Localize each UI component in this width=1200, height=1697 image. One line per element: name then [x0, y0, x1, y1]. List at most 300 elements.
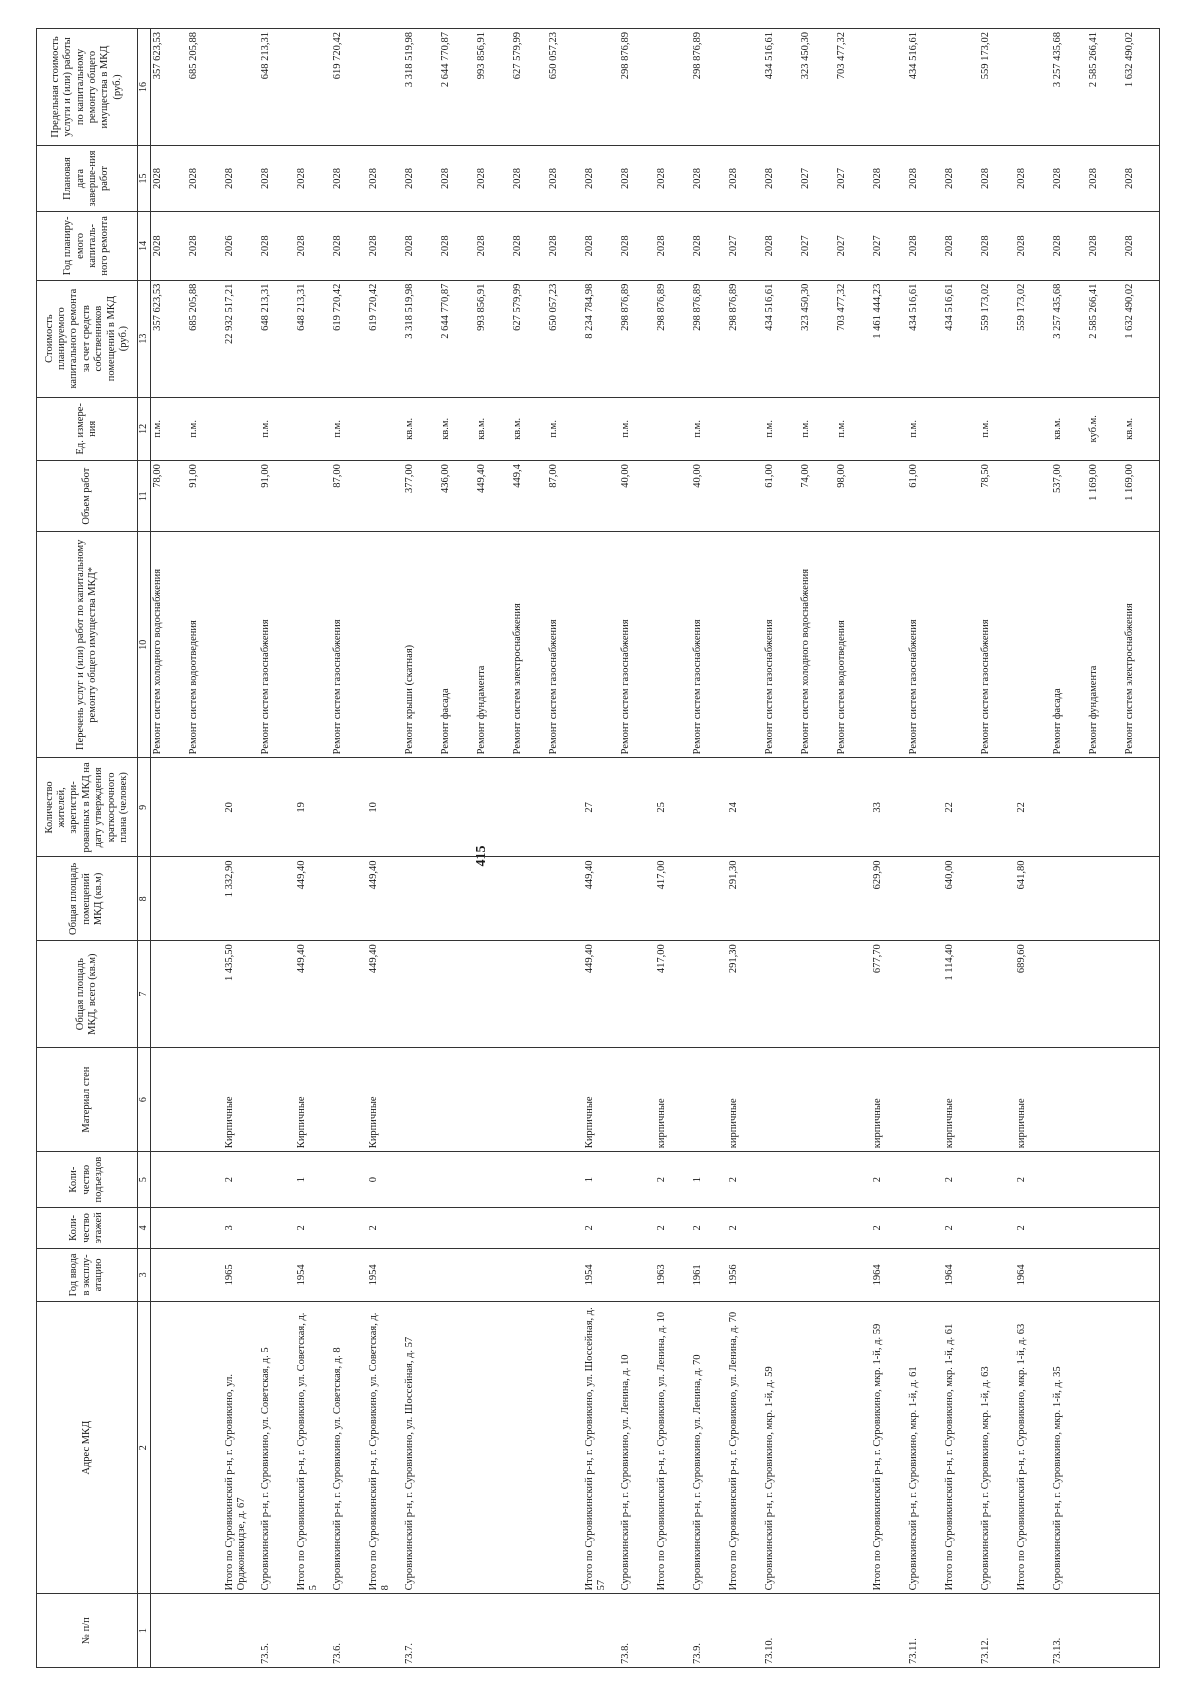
wall-material-cell	[835, 1048, 871, 1152]
year-built-cell	[547, 1248, 583, 1301]
work-volume-cell: 74,00	[799, 461, 835, 532]
row-number-cell: 73.6.	[331, 1594, 367, 1668]
floors-cell: 2	[1015, 1208, 1051, 1249]
planned-cost-cell: 2 585 266,41	[1087, 280, 1123, 397]
residents-cell	[799, 758, 835, 857]
address-cell: Суровикинский р-н, г. Суровикино, ул. Советская, д. 8	[331, 1302, 367, 1594]
completion-date-cell: 2028	[979, 146, 1015, 212]
work-volume-cell: 436,00	[439, 461, 475, 532]
unit-cell	[943, 397, 979, 461]
completion-date-cell: 2028	[151, 146, 188, 212]
planned-cost-cell: 298 876,89	[655, 280, 691, 397]
residents-cell: 25	[655, 758, 691, 857]
address-cell: Суровикинский р-н, г. Суровикино, мкр. 1-й, д. 59	[763, 1302, 799, 1594]
column-header: Стоимость планируемого капитального ремонта за счет средств собственников помещений в МКД (руб.)	[37, 280, 138, 397]
address-cell: Итого по Суровикинский р-н, г. Суровикино, ул. Орджоникидзе, д. 67	[223, 1302, 259, 1594]
premises-area-cell: 417,00	[655, 857, 691, 941]
planned-cost-cell: 434 516,61	[763, 280, 799, 397]
table-row	[1051, 29, 1087, 1668]
entrances-cell	[835, 1152, 871, 1208]
repair-year-cell: 2028	[655, 212, 691, 281]
repair-year-cell: 2028	[295, 212, 331, 281]
residents-cell: 10	[367, 758, 403, 857]
planned-cost-cell: 8 234 784,98	[583, 280, 619, 397]
row-number-cell	[475, 1594, 511, 1668]
residents-cell: 22	[1015, 758, 1051, 857]
completion-date-cell: 2028	[691, 146, 727, 212]
planned-cost-cell: 357 623,53	[151, 280, 188, 397]
entrances-cell	[1051, 1152, 1087, 1208]
floors-cell	[1051, 1208, 1087, 1249]
unit-cell	[367, 397, 403, 461]
total-area-cell: 449,40	[367, 941, 403, 1048]
row-number-cell	[1015, 1594, 1051, 1668]
residents-cell	[691, 758, 727, 857]
completion-date-cell: 2027	[835, 146, 871, 212]
unit-cell: п.м.	[979, 397, 1015, 461]
row-number-cell	[871, 1594, 907, 1668]
planned-cost-cell: 627 579,99	[511, 280, 547, 397]
column-number: 7	[138, 941, 151, 1048]
column-header: Год планиру-емого капиталь-ного ремонта	[37, 212, 138, 281]
entrances-cell	[511, 1152, 547, 1208]
address-cell	[475, 1302, 511, 1594]
entrances-cell	[475, 1152, 511, 1208]
repair-year-cell: 2028	[151, 212, 188, 281]
repair-year-cell: 2028	[583, 212, 619, 281]
premises-area-cell	[511, 857, 547, 941]
unit-cell: п.м.	[763, 397, 799, 461]
completion-date-cell: 2028	[1051, 146, 1087, 212]
residents-cell	[511, 758, 547, 857]
max-cost-cell: 434 516,61	[907, 29, 943, 146]
work-type-cell: Ремонт фундамента	[1087, 532, 1123, 758]
unit-cell: п.м.	[331, 397, 367, 461]
column-number: 8	[138, 857, 151, 941]
address-cell	[1087, 1302, 1123, 1594]
floors-cell	[799, 1208, 835, 1249]
row-number-cell: 73.5.	[259, 1594, 295, 1668]
year-built-cell	[835, 1248, 871, 1301]
residents-cell: 27	[583, 758, 619, 857]
repair-year-cell: 2026	[223, 212, 259, 281]
year-built-cell	[1051, 1248, 1087, 1301]
completion-date-cell: 2028	[763, 146, 799, 212]
column-number: 6	[138, 1048, 151, 1152]
work-volume-cell	[943, 461, 979, 532]
column-number: 2	[138, 1302, 151, 1594]
row-number-cell: 73.13.	[1051, 1594, 1087, 1668]
entrances-cell: 2	[1015, 1152, 1051, 1208]
wall-material-cell: Кирпичные	[583, 1048, 619, 1152]
planned-cost-cell: 559 173,02	[1015, 280, 1051, 397]
repair-year-cell: 2028	[439, 212, 475, 281]
work-type-cell: Ремонт систем газоснабжения	[547, 532, 583, 758]
premises-area-cell: 291,30	[727, 857, 763, 941]
address-cell: Суровикинский р-н, г. Суровикино, ул. Ленина, д. 10	[619, 1302, 655, 1594]
column-header: Объем работ	[37, 461, 138, 532]
page-number: 415	[474, 845, 489, 867]
work-type-cell	[871, 532, 907, 758]
max-cost-cell	[655, 29, 691, 146]
work-volume-cell: 537,00	[1051, 461, 1087, 532]
table-row	[187, 29, 223, 1668]
premises-area-cell	[475, 857, 511, 941]
row-number-cell	[223, 1594, 259, 1668]
work-volume-cell: 40,00	[691, 461, 727, 532]
completion-date-cell: 2028	[655, 146, 691, 212]
residents-cell	[907, 758, 943, 857]
premises-area-cell	[979, 857, 1015, 941]
wall-material-cell: кирпичные	[655, 1048, 691, 1152]
floors-cell: 3	[223, 1208, 259, 1249]
completion-date-cell: 2028	[583, 146, 619, 212]
total-area-cell: 417,00	[655, 941, 691, 1048]
unit-cell: кв.м.	[511, 397, 547, 461]
work-type-cell	[295, 532, 331, 758]
work-type-cell: Ремонт систем электроснабжения	[1123, 532, 1160, 758]
total-area-cell: 449,40	[295, 941, 331, 1048]
max-cost-cell: 323 450,30	[799, 29, 835, 146]
column-number: 10	[138, 532, 151, 758]
row-number-cell	[943, 1594, 979, 1668]
work-volume-cell: 87,00	[547, 461, 583, 532]
entrances-cell	[979, 1152, 1015, 1208]
address-cell: Итого по Суровикинский р-н, г. Суровикино, ул. Ленина, д. 70	[727, 1302, 763, 1594]
address-cell	[1123, 1302, 1160, 1594]
work-volume-cell	[367, 461, 403, 532]
address-cell: Суровикинский р-н, г. Суровикино, ул. Советская, д. 5	[259, 1302, 295, 1594]
premises-area-cell	[187, 857, 223, 941]
work-volume-cell: 91,00	[187, 461, 223, 532]
premises-area-cell	[1051, 857, 1087, 941]
work-type-cell: Ремонт фундамента	[475, 532, 511, 758]
premises-area-cell	[331, 857, 367, 941]
completion-date-cell: 2028	[259, 146, 295, 212]
planned-cost-cell: 298 876,89	[619, 280, 655, 397]
max-cost-cell: 685 205,88	[187, 29, 223, 146]
completion-date-cell: 2028	[1123, 146, 1160, 212]
year-built-cell: 1956	[727, 1248, 763, 1301]
max-cost-cell: 298 876,89	[691, 29, 727, 146]
completion-date-cell: 2028	[1015, 146, 1051, 212]
floors-cell: 2	[871, 1208, 907, 1249]
total-area-cell: 291,30	[727, 941, 763, 1048]
entrances-cell	[763, 1152, 799, 1208]
address-cell: Суровикинский р-н, г. Суровикино, ул. Шоссейная, д. 57	[403, 1302, 439, 1594]
column-number: 13	[138, 280, 151, 397]
row-number-cell	[835, 1594, 871, 1668]
wall-material-cell	[763, 1048, 799, 1152]
residents-cell	[439, 758, 475, 857]
total-area-cell	[439, 941, 475, 1048]
entrances-cell: 2	[223, 1152, 259, 1208]
work-volume-cell	[727, 461, 763, 532]
work-type-cell: Ремонт систем газоснабжения	[331, 532, 367, 758]
planned-cost-cell: 619 720,42	[367, 280, 403, 397]
wall-material-cell: Кирпичные	[223, 1048, 259, 1152]
wall-material-cell	[979, 1048, 1015, 1152]
unit-cell: п.м.	[907, 397, 943, 461]
address-cell	[187, 1302, 223, 1594]
year-built-cell	[1087, 1248, 1123, 1301]
year-built-cell	[331, 1248, 367, 1301]
work-type-cell	[1015, 532, 1051, 758]
residents-cell	[763, 758, 799, 857]
table-row	[763, 29, 799, 1668]
address-cell	[835, 1302, 871, 1594]
wall-material-cell	[1087, 1048, 1123, 1152]
table-row	[259, 29, 295, 1668]
max-cost-cell	[583, 29, 619, 146]
work-volume-cell	[295, 461, 331, 532]
premises-area-cell	[403, 857, 439, 941]
table-row	[151, 29, 188, 1668]
work-volume-cell	[1015, 461, 1051, 532]
unit-cell: п.м.	[187, 397, 223, 461]
wall-material-cell	[151, 1048, 188, 1152]
total-area-cell	[475, 941, 511, 1048]
address-cell: Итого по Суровикинский р-н, г. Суровикино, ул. Ленина, д. 10	[655, 1302, 691, 1594]
year-built-cell	[763, 1248, 799, 1301]
column-header: Общая площадь МКД, всего (кв.м)	[37, 941, 138, 1048]
premises-area-cell	[619, 857, 655, 941]
entrances-cell: 2	[871, 1152, 907, 1208]
row-number-cell	[1087, 1594, 1123, 1668]
max-cost-cell: 1 632 490,02	[1123, 29, 1160, 146]
unit-cell: кв.м.	[403, 397, 439, 461]
max-cost-cell	[223, 29, 259, 146]
year-built-cell: 1963	[655, 1248, 691, 1301]
premises-area-cell	[1087, 857, 1123, 941]
repair-year-cell: 2028	[943, 212, 979, 281]
residents-cell	[187, 758, 223, 857]
premises-area-cell	[151, 857, 188, 941]
row-number-cell: 73.9.	[691, 1594, 727, 1668]
unit-cell: п.м.	[691, 397, 727, 461]
unit-cell: кв.м.	[439, 397, 475, 461]
completion-date-cell: 2028	[511, 146, 547, 212]
row-number-cell	[655, 1594, 691, 1668]
planned-cost-cell: 559 173,02	[979, 280, 1015, 397]
column-number: 16	[138, 29, 151, 146]
unit-cell: п.м.	[619, 397, 655, 461]
wall-material-cell: кирпичные	[943, 1048, 979, 1152]
address-cell: Итого по Суровикинский р-н, г. Суровикино, ул. Советская, д. 8	[367, 1302, 403, 1594]
total-area-cell	[691, 941, 727, 1048]
year-built-cell	[259, 1248, 295, 1301]
wall-material-cell	[907, 1048, 943, 1152]
unit-cell: куб.м.	[1087, 397, 1123, 461]
floors-cell	[1123, 1208, 1160, 1249]
work-type-cell: Ремонт систем газоснабжения	[763, 532, 799, 758]
wall-material-cell	[187, 1048, 223, 1152]
table-row	[547, 29, 583, 1668]
column-number: 5	[138, 1152, 151, 1208]
work-type-cell: Ремонт систем водоотведения	[187, 532, 223, 758]
wall-material-cell: кирпичные	[727, 1048, 763, 1152]
year-built-cell: 1954	[367, 1248, 403, 1301]
year-built-cell	[151, 1248, 188, 1301]
year-built-cell	[439, 1248, 475, 1301]
repair-year-cell: 2028	[907, 212, 943, 281]
work-volume-cell: 98,00	[835, 461, 871, 532]
total-area-cell	[763, 941, 799, 1048]
year-built-cell: 1965	[223, 1248, 259, 1301]
year-built-cell	[907, 1248, 943, 1301]
planned-cost-cell: 434 516,61	[907, 280, 943, 397]
wall-material-cell	[475, 1048, 511, 1152]
residents-cell: 20	[223, 758, 259, 857]
premises-area-cell: 449,40	[583, 857, 619, 941]
floors-cell	[151, 1208, 188, 1249]
residents-cell	[979, 758, 1015, 857]
total-area-cell	[151, 941, 188, 1048]
total-area-cell	[1087, 941, 1123, 1048]
max-cost-cell: 298 876,89	[619, 29, 655, 146]
work-volume-cell	[655, 461, 691, 532]
address-cell: Суровикинский р-н, г. Суровикино, мкр. 1-й, д. 63	[979, 1302, 1015, 1594]
planned-cost-cell: 22 932 517,21	[223, 280, 259, 397]
wall-material-cell: Кирпичные	[367, 1048, 403, 1152]
residents-cell	[835, 758, 871, 857]
column-header: Количество жителей, зарегистри-рованных в МКД на дату утверждения краткосрочного плана (человек)	[37, 758, 138, 857]
unit-cell: п.м.	[259, 397, 295, 461]
year-built-cell: 1964	[943, 1248, 979, 1301]
premises-area-cell	[547, 857, 583, 941]
premises-area-cell	[799, 857, 835, 941]
repair-year-cell: 2028	[331, 212, 367, 281]
residents-cell	[331, 758, 367, 857]
wall-material-cell: кирпичные	[871, 1048, 907, 1152]
floors-cell: 2	[691, 1208, 727, 1249]
address-cell	[511, 1302, 547, 1594]
planned-cost-cell: 648 213,31	[295, 280, 331, 397]
column-number: 4	[138, 1208, 151, 1249]
work-type-cell: Ремонт фасада	[439, 532, 475, 758]
max-cost-cell	[943, 29, 979, 146]
residents-cell	[259, 758, 295, 857]
repair-year-cell: 2027	[799, 212, 835, 281]
work-type-cell	[943, 532, 979, 758]
column-number: 15	[138, 146, 151, 212]
wall-material-cell	[619, 1048, 655, 1152]
column-header: Коли-чество подъездов	[37, 1152, 138, 1208]
planned-cost-cell: 1 632 490,02	[1123, 280, 1160, 397]
floors-cell: 2	[583, 1208, 619, 1249]
total-area-cell: 1 114,40	[943, 941, 979, 1048]
repair-plan-table	[36, 28, 1160, 1668]
unit-cell: кв.м.	[475, 397, 511, 461]
repair-year-cell: 2027	[835, 212, 871, 281]
work-volume-cell	[871, 461, 907, 532]
completion-date-cell: 2028	[943, 146, 979, 212]
total-area-cell	[979, 941, 1015, 1048]
column-number: 1	[138, 1594, 151, 1668]
work-type-cell	[223, 532, 259, 758]
work-volume-cell	[583, 461, 619, 532]
table-row	[331, 29, 367, 1668]
residents-cell: 33	[871, 758, 907, 857]
work-type-cell	[583, 532, 619, 758]
column-number-row	[138, 29, 151, 1668]
wall-material-cell: кирпичные	[1015, 1048, 1051, 1152]
table-row	[871, 29, 907, 1668]
total-area-cell	[799, 941, 835, 1048]
completion-date-cell: 2028	[1087, 146, 1123, 212]
floors-cell	[403, 1208, 439, 1249]
row-number-cell	[799, 1594, 835, 1668]
address-cell: Суровикинский р-н, г. Суровикино, мкр. 1-й, д. 35	[1051, 1302, 1087, 1594]
floors-cell	[619, 1208, 655, 1249]
column-header: Год ввода в эксплу-атацию	[37, 1248, 138, 1301]
max-cost-cell: 2 644 770,87	[439, 29, 475, 146]
floors-cell: 2	[295, 1208, 331, 1249]
work-volume-cell: 449,4	[511, 461, 547, 532]
address-cell	[439, 1302, 475, 1594]
premises-area-cell	[259, 857, 295, 941]
premises-area-cell	[691, 857, 727, 941]
entrances-cell	[151, 1152, 188, 1208]
work-volume-cell: 1 169,00	[1123, 461, 1160, 532]
planned-cost-cell: 648 213,31	[259, 280, 295, 397]
row-number-cell	[187, 1594, 223, 1668]
premises-area-cell	[763, 857, 799, 941]
column-number: 9	[138, 758, 151, 857]
table-body	[151, 29, 1160, 1668]
work-volume-cell: 78,00	[151, 461, 188, 532]
premises-area-cell: 449,40	[367, 857, 403, 941]
premises-area-cell	[907, 857, 943, 941]
planned-cost-cell: 703 477,32	[835, 280, 871, 397]
year-built-cell	[475, 1248, 511, 1301]
work-type-cell: Ремонт систем холодного водоснабжения	[151, 532, 188, 758]
wall-material-cell	[1123, 1048, 1160, 1152]
planned-cost-cell: 1 461 444,23	[871, 280, 907, 397]
repair-year-cell: 2028	[1123, 212, 1160, 281]
entrances-cell	[799, 1152, 835, 1208]
table-row	[835, 29, 871, 1668]
floors-cell	[187, 1208, 223, 1249]
row-number-cell: 73.10.	[763, 1594, 799, 1668]
premises-area-cell: 629,90	[871, 857, 907, 941]
address-cell: Итого по Суровикинский р-н, г. Суровикино, мкр. 1-й, д. 61	[943, 1302, 979, 1594]
total-area-cell: 1 435,50	[223, 941, 259, 1048]
planned-cost-cell: 298 876,89	[727, 280, 763, 397]
table-row	[619, 29, 655, 1668]
wall-material-cell	[1051, 1048, 1087, 1152]
max-cost-cell	[727, 29, 763, 146]
entrances-cell: 2	[727, 1152, 763, 1208]
table-row	[655, 29, 691, 1668]
row-number-cell	[295, 1594, 331, 1668]
work-volume-cell: 61,00	[907, 461, 943, 532]
table-row	[1015, 29, 1051, 1668]
floors-cell	[475, 1208, 511, 1249]
floors-cell	[439, 1208, 475, 1249]
total-area-cell	[835, 941, 871, 1048]
rotated-document	[36, 28, 1166, 1668]
row-number-cell	[367, 1594, 403, 1668]
planned-cost-cell: 650 057,23	[547, 280, 583, 397]
total-area-cell	[331, 941, 367, 1048]
repair-year-cell: 2028	[691, 212, 727, 281]
table-row	[403, 29, 439, 1668]
entrances-cell	[331, 1152, 367, 1208]
row-number-cell	[151, 1594, 188, 1668]
total-area-cell	[187, 941, 223, 1048]
entrances-cell: 0	[367, 1152, 403, 1208]
